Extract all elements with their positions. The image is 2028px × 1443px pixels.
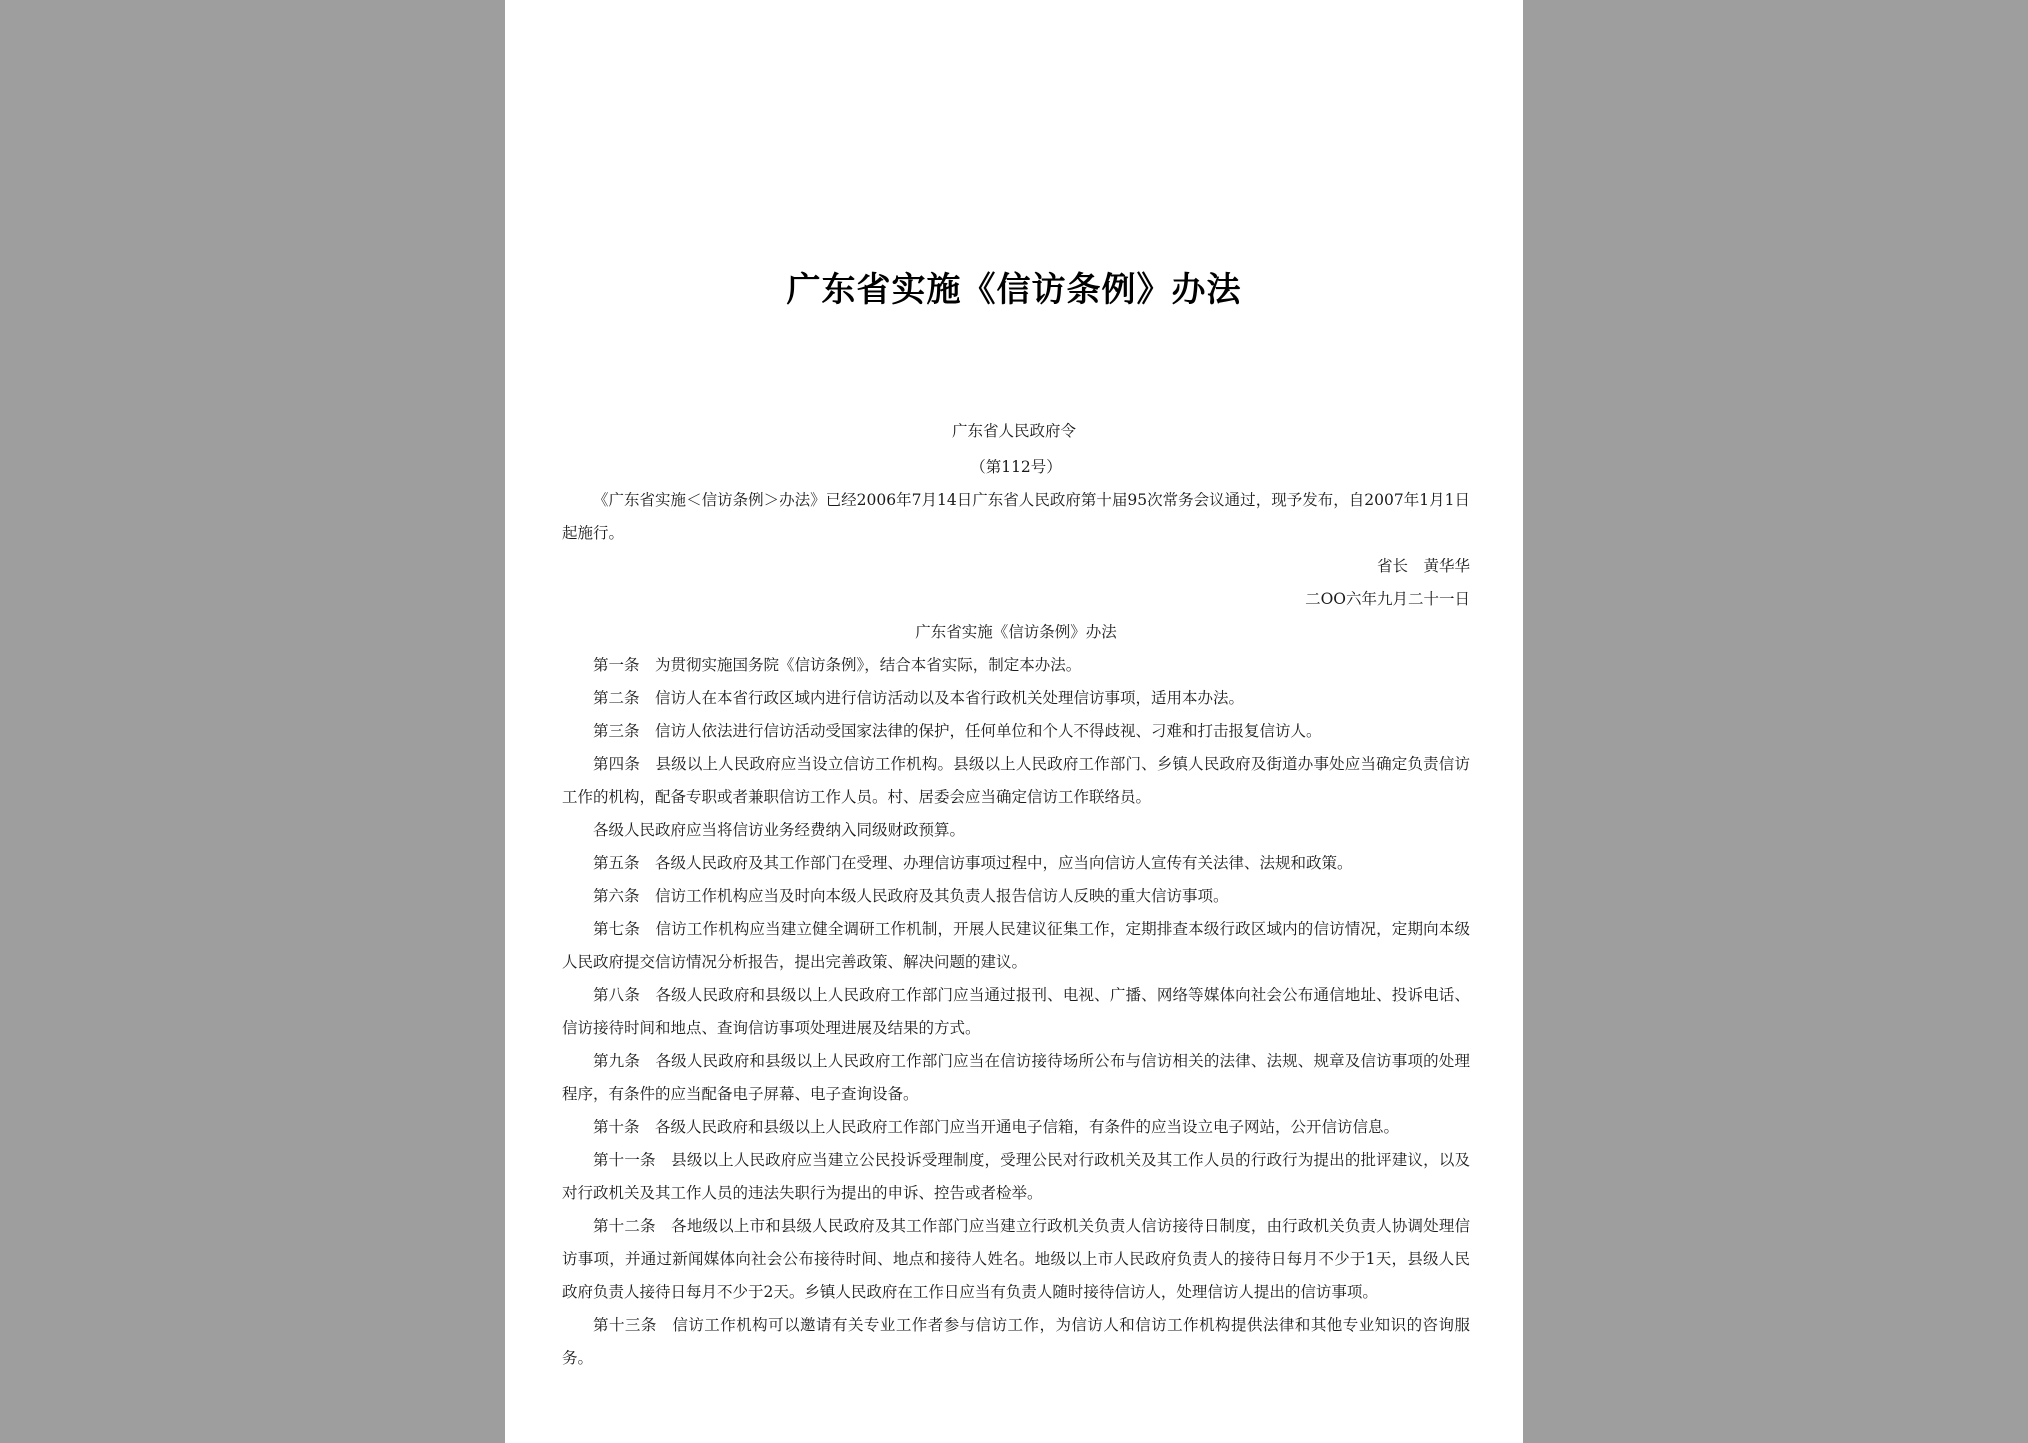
article-label: 第六条 — [593, 887, 640, 905]
promulgation-paragraph: 《广东省实施＜信访条例＞办法》已经2006年7月14日广东省人民政府第十届95次常务会议通过，现予发布，自2007年1月1日起施行。 — [562, 491, 1470, 542]
article-paragraph — [562, 1045, 1470, 1111]
article-text: 各地级以上市和县级人民政府及其工作部门应当建立行政机关负责人信访接待日制度，由行政机关负责人协调处理信访事项，并通过新闻媒体向社会公布接待时间、地点和接待人姓名。地级以上市人民政府负责人的接待日每月不少于1天，县级人民政府负责人接待日每月不少于2天。乡镇人民政府在工作日应当有负责人随时接待信访人，处理信访人提出的信访事项。 — [562, 1217, 1470, 1301]
article-label: 第三条 — [593, 722, 640, 740]
article-text: 各级人民政府和县级以上人民政府工作部门应当开通电子信箱，有条件的应当设立电子网站，公开信访信息。 — [655, 1118, 1400, 1136]
article-paragraph — [562, 682, 1470, 715]
document-subtitle: 广东省实施《信访条例》办法 — [915, 623, 1117, 641]
article-paragraph — [562, 1111, 1470, 1144]
article-label: 第九条 — [593, 1052, 640, 1070]
article-label: 第四条 — [593, 755, 640, 773]
order-issuer: 广东省人民政府令 — [951, 422, 1076, 440]
article-label: 第十二条 — [593, 1217, 656, 1235]
article-label: 第十条 — [593, 1118, 640, 1136]
article-paragraph — [562, 979, 1470, 1045]
article-label: 第五条 — [593, 854, 640, 872]
article-text: 县级以上人民政府应当建立公民投诉受理制度，受理公民对行政机关及其工作人员的行政行为提出的批评建议，以及对行政机关及其工作人员的违法失职行为提出的申诉、控告或者检举。 — [562, 1151, 1470, 1202]
article-text: 各级人民政府及其工作部门在受理、办理信访事项过程中，应当向信访人宣传有关法律、法规和政策。 — [655, 854, 1353, 872]
article-text: 各级人民政府和县级以上人民政府工作部门应当通过报刊、电视、广播、网络等媒体向社会公布通信地址、投诉电话、信访接待时间和地点、查询信访事项处理进展及结果的方式。 — [562, 986, 1470, 1037]
article-label: 第一条 — [593, 656, 640, 674]
article-paragraph — [562, 1144, 1470, 1210]
article-label: 第十三条 — [593, 1316, 657, 1334]
article-label: 第七条 — [593, 920, 640, 938]
order-header — [505, 415, 1523, 448]
article-paragraph — [562, 748, 1470, 814]
article-text: 为贯彻实施国务院《信访条例》，结合本省实际，制定本办法。 — [655, 656, 1082, 674]
article-text: 信访工作机构应当建立健全调研工作机制，开展人民建议征集工作，定期排查本级行政区域内的信访情况，定期向本级人民政府提交信访情况分析报告，提出完善政策、解决问题的建议。 — [562, 920, 1470, 971]
document-body — [562, 451, 1470, 1375]
article-paragraph — [562, 715, 1470, 748]
article-label: 第十一条 — [593, 1151, 656, 1169]
article-text: 信访工作机构可以邀请有关专业工作者参与信访工作，为信访人和信访工作机构提供法律和其他专业知识的咨询服务。 — [562, 1316, 1470, 1367]
article-continuation — [562, 814, 1470, 847]
document-title: 广东省实施《信访条例》办法 — [786, 270, 1242, 310]
article-text: 信访人在本省行政区域内进行信访活动以及本省行政机关处理信访事项，适用本办法。 — [655, 689, 1245, 707]
signatory: 省长 黄华华 — [1376, 557, 1470, 575]
article-paragraph — [562, 847, 1470, 880]
article-paragraph — [562, 880, 1470, 913]
article-text: 信访人依法进行信访活动受国家法律的保护，任何单位和个人不得歧视、刁难和打击报复信访人。 — [655, 722, 1322, 740]
article-label: 第二条 — [593, 689, 640, 707]
article-text: 信访工作机构应当及时向本级人民政府及其负责人报告信访人反映的重大信访事项。 — [655, 887, 1229, 905]
article-paragraph — [562, 913, 1470, 979]
article-text: 县级以上人民政府应当设立信访工作机构。县级以上人民政府工作部门、乡镇人民政府及街道办事处应当确定负责信访工作的机构，配备专职或者兼职信访工作人员。村、居委会应当确定信访工作联络员。 — [562, 755, 1470, 806]
article-label: 第八条 — [593, 986, 640, 1004]
document-page — [505, 0, 1523, 1443]
order-number: （第112号） — [970, 458, 1062, 476]
article-paragraph — [562, 1309, 1470, 1375]
article-paragraph — [562, 649, 1470, 682]
article-text: 各级人民政府和县级以上人民政府工作部门应当在信访接待场所公布与信访相关的法律、法规、规章及信访事项的处理程序，有条件的应当配备电子屏幕、电子查询设备。 — [562, 1052, 1470, 1103]
signing-date: 二OO六年九月二十一日 — [1305, 590, 1470, 608]
article-paragraph — [562, 1210, 1470, 1309]
article-text: 各级人民政府应当将信访业务经费纳入同级财政预算。 — [593, 821, 966, 839]
